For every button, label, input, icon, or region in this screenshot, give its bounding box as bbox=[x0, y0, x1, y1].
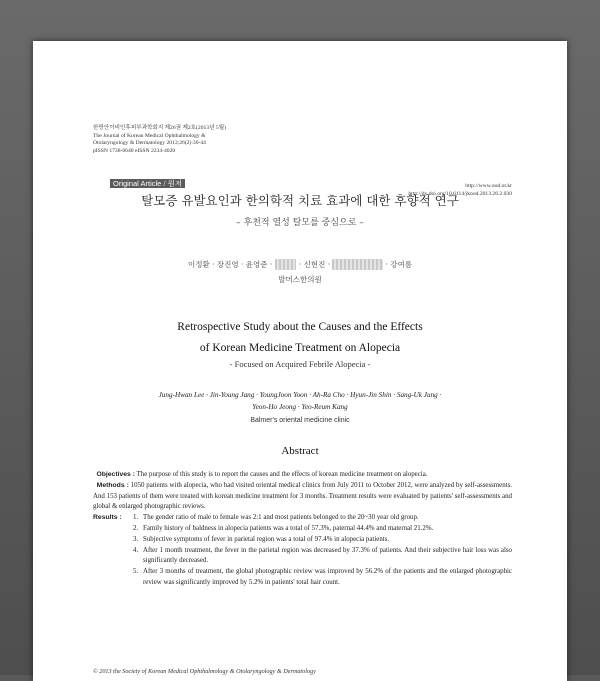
list-item bbox=[133, 524, 512, 535]
article-type-en: Original Article bbox=[113, 179, 162, 188]
article-type-separator: / bbox=[161, 179, 168, 188]
abstract-body bbox=[93, 470, 512, 589]
objectives-paragraph bbox=[93, 470, 512, 481]
article-type-badge bbox=[110, 179, 185, 188]
korean-authors-part: · 신현진 · bbox=[296, 260, 333, 269]
copyright-footer: © 2013 the Society of Korean Medical Ophthalmology & Otolaryngology & Dermatology bbox=[93, 668, 316, 675]
journal-header-line: Otolaryngology & Dermatology 2013;26(2):30-44 bbox=[93, 140, 206, 147]
english-authors-line: Jung-Hwan Lee · Jin-Young Jang · YoungJoon Yoon · Ah-Ra Cho · Hyun-Jin Shin · Sang-Uk Jung · bbox=[158, 391, 442, 399]
result-text: Family history of baldness in alopecia patients was a total of 57.3%, paternal 44.4% and maternal 21.2%. bbox=[143, 524, 434, 532]
result-text: After 3 months of treatment, the global photographic review was improved by 56.2% of the patients and the enlarged photographic review was significantly improved by 5.2% in patients' total hair count. bbox=[143, 568, 512, 586]
korean-subtitle: – 후천적 열성 탈모를 중심으로 – bbox=[236, 218, 364, 228]
english-subtitle: - Focused on Acquired Febrile Alopecia - bbox=[229, 359, 371, 369]
korean-title: 탈모증 유발요인과 한의학적 치료 효과에 대한 후향적 연구 bbox=[141, 193, 459, 208]
list-item bbox=[133, 535, 512, 546]
result-number: 3. bbox=[133, 535, 139, 543]
methods-label: Methods : bbox=[96, 481, 129, 489]
objectives-label: Objectives : bbox=[96, 471, 135, 478]
document-page bbox=[33, 41, 567, 681]
results-section bbox=[93, 513, 512, 589]
journal-header-line: 한방안이비인후피부과학회지 제26권 제2호(2013년 5월) bbox=[93, 125, 226, 131]
list-item bbox=[133, 513, 512, 524]
objectives-text: The purpose of this study is to report the causes and the effects of korean medicine treatment on alopecia. bbox=[136, 471, 428, 478]
journal-header-left bbox=[93, 125, 343, 155]
methods-paragraph bbox=[93, 481, 512, 513]
korean-authors bbox=[33, 259, 567, 270]
english-authors-line: Yeon-Ho Jeong · Yeo-Reum Kang bbox=[252, 403, 348, 411]
results-label: Results : bbox=[93, 514, 122, 522]
methods-text: 1050 patients with alopecia, who had visited oriental medical clinics from July 2011 to October 2012, were analyzed by self-assessments. And 153 patients of them were treated with korean medicine treatment for 3 months. Treatment results were evaluated by patients' self-assessments and global & enlarged photographic reviews. bbox=[93, 481, 512, 511]
journal-url[interactable]: http://www.ood.or.kr bbox=[465, 183, 512, 189]
result-number: 1. bbox=[133, 514, 139, 522]
article-type-ko: 원저 bbox=[167, 179, 183, 188]
doi-link[interactable]: http://dx.doi.org/10.6114/jkood.2013.26.2.030 bbox=[408, 190, 512, 197]
english-title-line: Retrospective Study about the Causes and the Effects bbox=[177, 321, 423, 333]
journal-header-line: pISSN 1738-6640 eISSN 2234-4020 bbox=[93, 147, 176, 154]
english-title bbox=[33, 317, 567, 359]
result-number: 5. bbox=[133, 568, 139, 576]
result-text: The gender ratio of male to female was 2:1 and most patients belonged to the 20~30 year old group. bbox=[143, 514, 419, 522]
korean-authors-part: 이정환 · 장진영 · 윤영준 · bbox=[188, 260, 275, 269]
result-text: After 1 month treatment, the fever in the parietal region was decreased by 37.3% of patients. And their subjective hair loss was also significantly decreased. bbox=[143, 546, 512, 565]
result-number: 4. bbox=[133, 546, 139, 554]
results-list bbox=[133, 513, 512, 589]
list-item bbox=[133, 567, 512, 589]
result-number: 2. bbox=[133, 524, 139, 532]
journal-header-line: The Journal of Korean Medical Ophthalmology & bbox=[93, 132, 206, 139]
result-text: Subjective symptoms of fever in parietal region was a total of 97.4% in alopecia patients. bbox=[143, 535, 390, 543]
korean-authors-part: · 강여름 bbox=[383, 260, 412, 269]
english-affiliation: Balmer's oriental medicine clinic bbox=[250, 417, 350, 424]
redacted-author-name bbox=[275, 259, 297, 270]
list-item bbox=[133, 546, 512, 568]
redacted-author-name bbox=[332, 259, 383, 270]
abstract-heading: Abstract bbox=[281, 445, 319, 457]
korean-affiliation: 발머스한의원 bbox=[278, 275, 322, 284]
english-title-line: of Korean Medicine Treatment on Alopecia bbox=[199, 342, 401, 354]
english-authors bbox=[93, 389, 507, 413]
